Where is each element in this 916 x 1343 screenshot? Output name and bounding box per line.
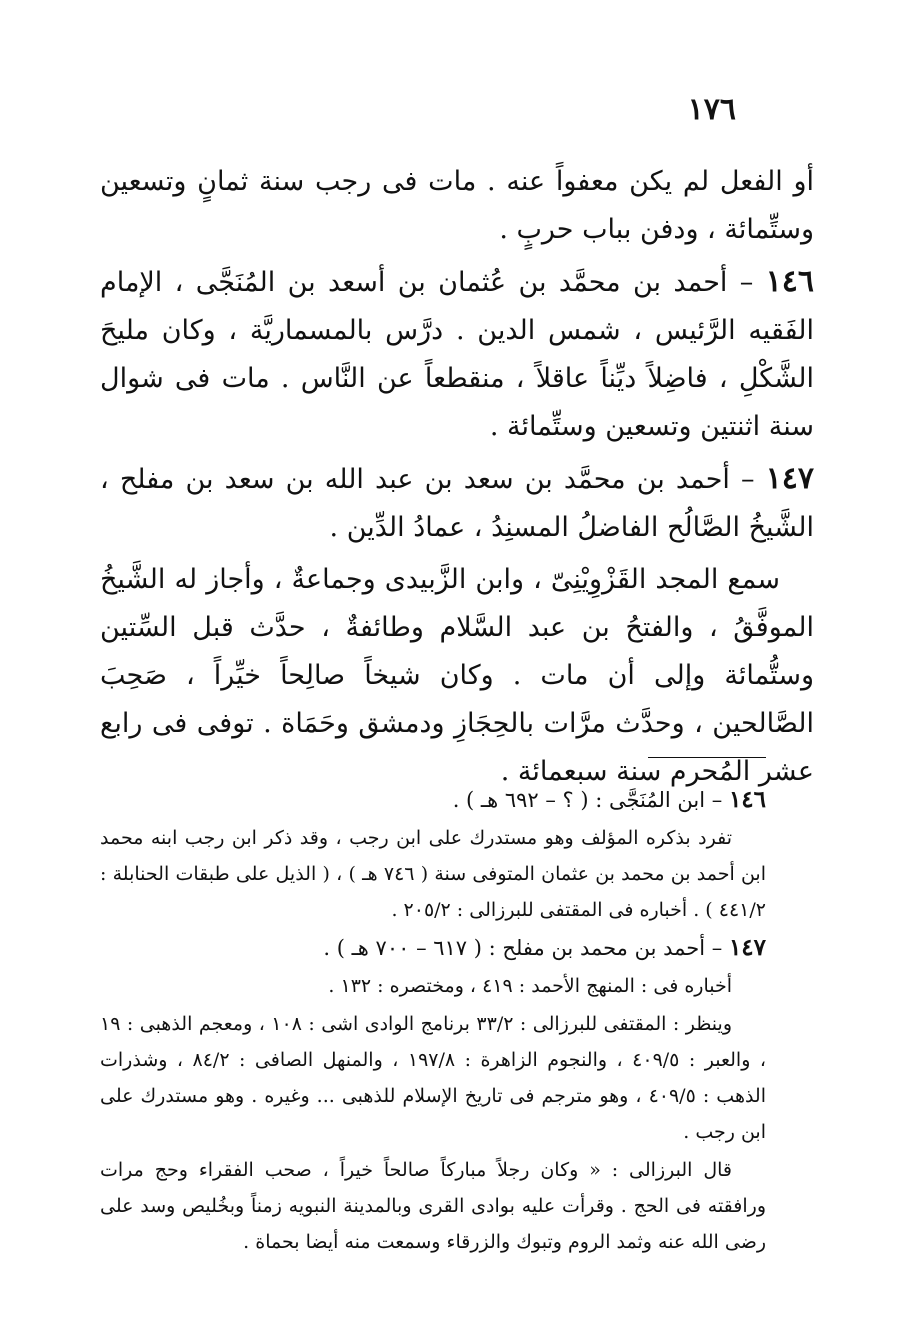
entry-146-text: – أحمد بن محمَّد بن عُثمان بن أسعد بن المُنَجَّى ، الإمام الفَقيه الرَّئيس ، شمس الدين . درَّس بالمسماريَّة ، وكان مليحَ الشَّكْلِ ، فاضِلاً ديِّناً عاقلاً ، منقطعاً عن النَّاس . مات فى شوال سنة اثنتين وتسعين وستِّمائة . [100, 267, 814, 442]
entry-147-number: ١٤٧ [765, 461, 814, 496]
entry-147-paragraph: سمع المجد القَزْوِيْنِىّ ، وابن الزَّبيدى وجماعةٌ ، وأجاز له الشَّيخُ الموفَّقُ ، والفتحُ بن عبد السَّلام وطائفةٌ ، حدَّث قبل السِّتين وستُّمائة وإلى أن مات . وكان شيخاً صالِحاً خيِّراً ، صَحِبَ الصَّالحين ، وحدَّث مرَّات بالحِجَازِ ودمشق وحَمَاة . توفى فى رابع عشر المُحرم سنة سبعمائة . [100, 564, 814, 787]
note-146-number: ١٤٦ [728, 786, 766, 813]
entry-146 [100, 258, 814, 451]
note-147-see-also: وينظر : المقتفى للبرزالى : ٣٣/٢ برنامج الوادى اشى : ١٠٨ ، ومعجم الذهبى : ١٩ ، والعبر : ٤٠٩/٥ ، والنجوم الزاهرة : ١٩٧/٨ ، والمنهل الصافى : ٨٤/٢ ، وشذرات الذهب : ٤٠٩/٥ ، وهو مترجم فى تاريخ الإسلام للذهبى ... وغيره . وهو مستدرك على ابن رجب . [100, 1013, 767, 1143]
note-147-sources: أخباره فى : المنهج الأحمد : ٤١٩ ، ومختصره : ١٣٢ . [328, 975, 732, 997]
footnotes [100, 782, 766, 1262]
note-146-body: تفرد بذكره المؤلف وهو مستدرك على ابن رجب ، وقد ذكر ابن رجب ابنه محمد ابن أحمد بن محمد بن عثمان المتوفى سنة ( ٧٤٦ هـ ) ، ( الذيل على طبقات الحنابلة : ٤٤١/٢ ) . أخباره فى المقتفى للبرزالى : ٢٠٥/٢ . [100, 827, 766, 921]
entry-147 [100, 455, 814, 552]
note-147-heading [100, 930, 766, 966]
page-number: ١٧٦ [687, 92, 736, 127]
main-text [100, 158, 814, 800]
note-147-title: – أحمد بن محمد بن مفلح : ( ٦١٧ – ٧٠٠ هـ ) . [323, 936, 729, 960]
note-146-heading [100, 782, 766, 818]
entry-147-text: – أحمد بن محمَّد بن سعد بن عبد الله بن سعد بن مفلح ، الشَّيخُ الصَّالُح الفاضلُ المسنِدُ ، عمادُ الدِّين . [100, 464, 814, 543]
continuation-paragraph: أو الفعل لم يكن معفواً عنه . مات فى رجب سنة ثمانٍ وتسعين وستِّمائة ، ودفن بباب حربٍ . [100, 166, 814, 245]
entry-146-number: ١٤٦ [765, 264, 814, 299]
footnote-divider [648, 757, 766, 758]
note-146-title: – ابن المُنَجَّى : ( ؟ – ٦٩٢ هـ ) . [452, 788, 729, 812]
note-147-quote: قال البرزالى : « وكان رجلاً مباركاً صالحاً خيراً ، صحب الفقراء وحج مرات ورافقته فى الحج . وقرأت عليه بوادى القرى وبالمدينة النبويه زمناً وبخُليص وسد على رضى الله عنه وثمد الروم وتبوك والزرقاء وسمعت منه أيضا بحماة . [100, 1159, 766, 1253]
note-147-number: ١٤٧ [728, 934, 766, 961]
